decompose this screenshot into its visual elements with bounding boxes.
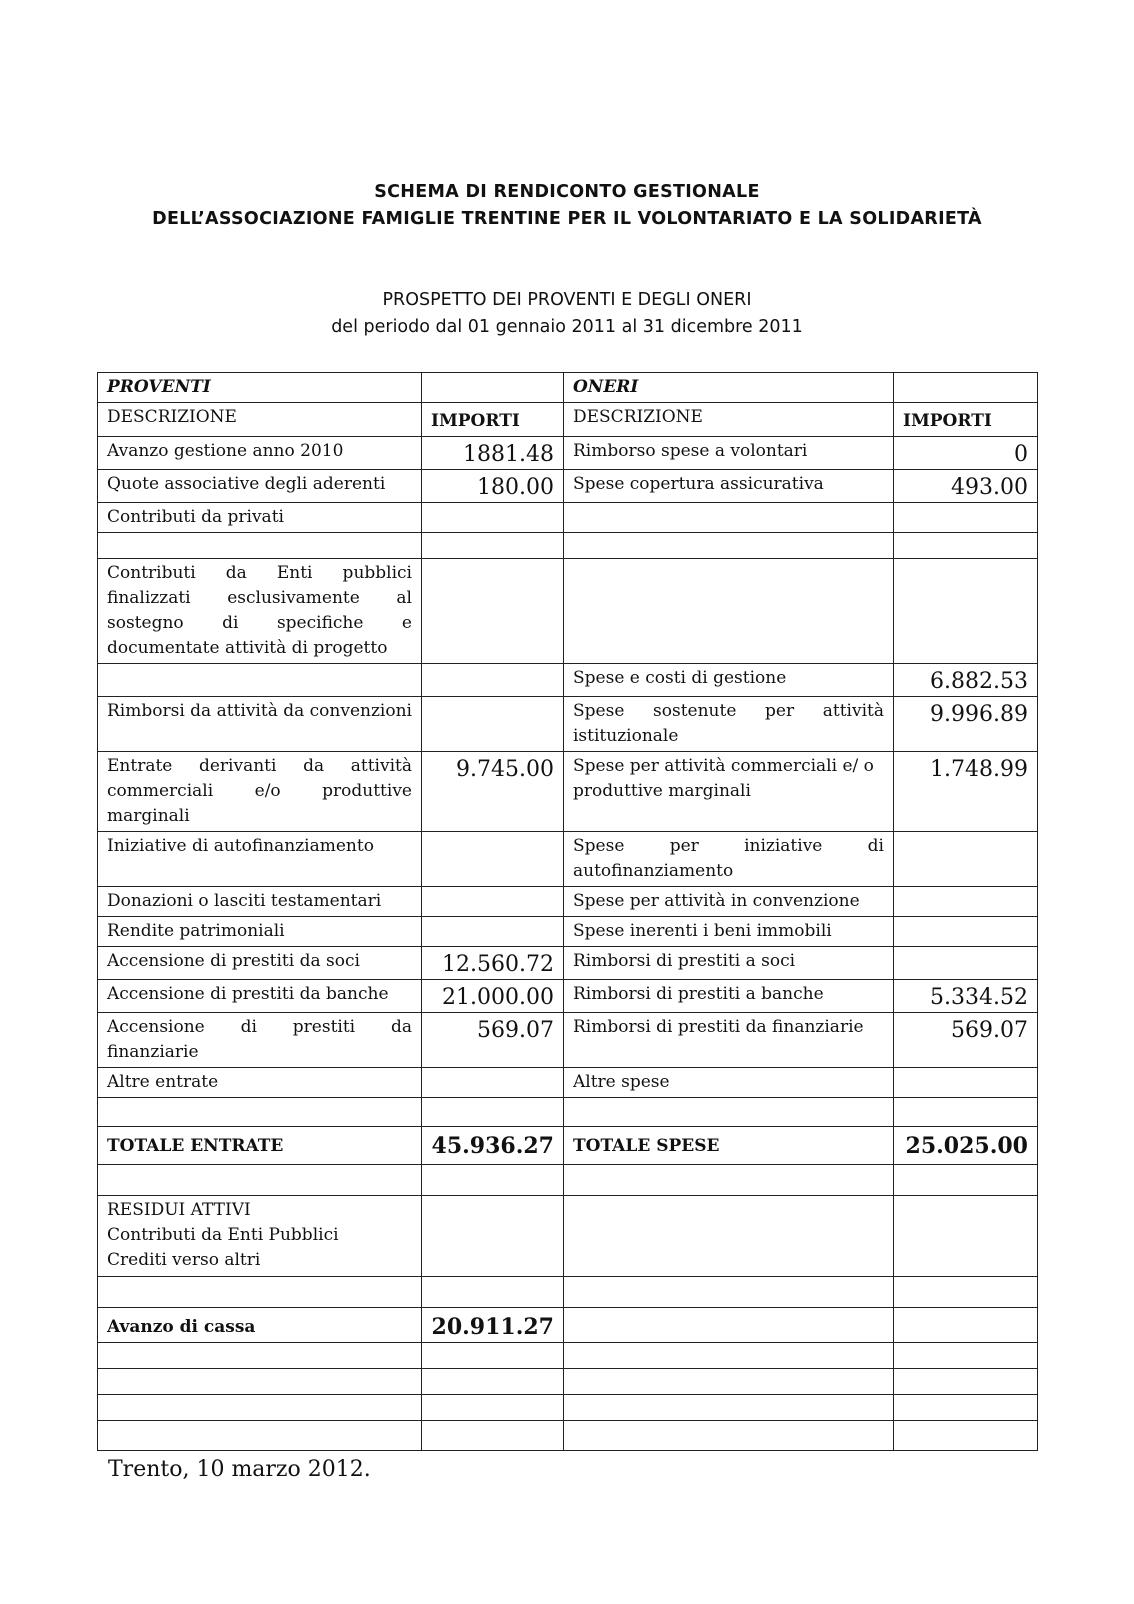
proventi-amount — [422, 832, 564, 887]
oneri-description: Spese per attività in convenzione — [564, 887, 894, 917]
proventi-amount: 569.07 — [422, 1013, 564, 1068]
oneri-description — [564, 559, 894, 664]
empty-cell — [564, 1196, 894, 1277]
proventi-description: Contributi da Enti pubblici finalizzati esclusivamente al sostegno di specifiche e documentate attività di progetto — [98, 559, 422, 664]
empty-cell — [564, 1343, 894, 1369]
oneri-amount — [894, 559, 1038, 664]
oneri-amount: 9.996.89 — [894, 697, 1038, 752]
oneri-amount: 569.07 — [894, 1013, 1038, 1068]
oneri-amount: 0 — [894, 437, 1038, 470]
document-period: del periodo dal 01 gennaio 2011 al 31 dicembre 2011 — [331, 317, 803, 337]
oneri-description: Rimborsi di prestiti a banche — [564, 980, 894, 1013]
empty-cell — [564, 1421, 894, 1451]
descrizione-header-right: DESCRIZIONE — [564, 403, 894, 437]
empty-row — [98, 1421, 1038, 1451]
empty-cell — [422, 1277, 564, 1308]
proventi-amount — [422, 533, 564, 559]
oneri-amount: 5.334.52 — [894, 980, 1038, 1013]
document-subtitle-line1: PROSPETTO DEI PROVENTI E DEGLI ONERI — [382, 290, 752, 310]
table-row — [98, 980, 1038, 1013]
oneri-description: Spese inerenti i beni immobili — [564, 917, 894, 947]
rendiconto-table — [97, 372, 1038, 1451]
empty-cell — [422, 1369, 564, 1395]
empty-cell — [98, 1098, 422, 1127]
proventi-amount: 12.560.72 — [422, 947, 564, 980]
empty-row — [98, 1277, 1038, 1308]
proventi-amount: 1881.48 — [422, 437, 564, 470]
empty-row — [98, 1165, 1038, 1196]
proventi-description: Rendite patrimoniali — [98, 917, 422, 947]
empty-cell — [894, 1343, 1038, 1369]
oneri-amount: 493.00 — [894, 470, 1038, 503]
totale-spese-label: TOTALE SPESE — [564, 1127, 894, 1165]
avanzo-di-cassa-value: 20.911.27 — [422, 1308, 564, 1343]
table-header-row — [98, 373, 1038, 403]
oneri-description: Rimborsi di prestiti a soci — [564, 947, 894, 980]
empty-cell — [894, 1098, 1038, 1127]
empty-cell — [98, 1165, 422, 1196]
empty-cell — [564, 1369, 894, 1395]
empty-cell — [98, 1369, 422, 1395]
oneri-amount — [894, 832, 1038, 887]
oneri-amount — [894, 887, 1038, 917]
empty-cell — [422, 1165, 564, 1196]
proventi-amount — [422, 917, 564, 947]
oneri-description — [564, 503, 894, 533]
oneri-header: ONERI — [564, 373, 894, 403]
table-row — [98, 947, 1038, 980]
empty-cell — [894, 1421, 1038, 1451]
column-header-row — [98, 403, 1038, 437]
residui-row — [98, 1196, 1038, 1277]
proventi-header: PROVENTI — [98, 373, 422, 403]
oneri-description: Spese per iniziative di autofinanziamento — [564, 832, 894, 887]
empty-row — [98, 1098, 1038, 1127]
totale-entrate-label: TOTALE ENTRATE — [98, 1127, 422, 1165]
proventi-description — [98, 533, 422, 559]
proventi-amount — [422, 1068, 564, 1098]
residui-attivi-cell — [98, 1196, 422, 1277]
oneri-description: Altre spese — [564, 1068, 894, 1098]
importi-header-right: IMPORTI — [894, 403, 1038, 437]
empty-cell — [564, 1165, 894, 1196]
descrizione-header-left: DESCRIZIONE — [98, 403, 422, 437]
table-row — [98, 887, 1038, 917]
oneri-amount — [894, 533, 1038, 559]
table-row — [98, 503, 1038, 533]
empty-cell — [98, 1343, 422, 1369]
oneri-amount — [894, 503, 1038, 533]
table-row — [98, 437, 1038, 470]
proventi-description — [98, 664, 422, 697]
proventi-amount — [422, 887, 564, 917]
table-row — [98, 917, 1038, 947]
proventi-description: Quote associative degli aderenti — [98, 470, 422, 503]
oneri-description: Rimborsi di prestiti da finanziarie — [564, 1013, 894, 1068]
oneri-amount: 1.748.99 — [894, 752, 1038, 832]
empty-cell — [422, 1421, 564, 1451]
oneri-description: Spese per attività commerciali e/ o produttive marginali — [564, 752, 894, 832]
table-row — [98, 1013, 1038, 1068]
empty-cell — [98, 1277, 422, 1308]
proventi-description: Accensione di prestiti da finanziarie — [98, 1013, 422, 1068]
empty-cell — [422, 1196, 564, 1277]
empty-cell — [894, 1196, 1038, 1277]
proventi-amount — [422, 664, 564, 697]
table-row — [98, 697, 1038, 752]
proventi-description: Donazioni o lasciti testamentari — [98, 887, 422, 917]
proventi-description: Accensione di prestiti da banche — [98, 980, 422, 1013]
totals-row — [98, 1127, 1038, 1165]
table-row — [98, 1068, 1038, 1098]
empty-cell — [98, 1395, 422, 1421]
oneri-amount: 6.882.53 — [894, 664, 1038, 697]
empty-cell — [422, 1098, 564, 1127]
empty-cell — [894, 1277, 1038, 1308]
empty-cell — [894, 1369, 1038, 1395]
importi-header-left: IMPORTI — [422, 403, 564, 437]
place-and-date: Trento, 10 marzo 2012. — [108, 1457, 371, 1482]
oneri-description: Spese copertura assicurativa — [564, 470, 894, 503]
empty-cell — [894, 1165, 1038, 1196]
oneri-amount — [894, 947, 1038, 980]
oneri-amount — [894, 917, 1038, 947]
empty-cell — [422, 1343, 564, 1369]
empty-row — [98, 1395, 1038, 1421]
table-row — [98, 832, 1038, 887]
proventi-description: Avanzo gestione anno 2010 — [98, 437, 422, 470]
table-row — [98, 559, 1038, 664]
avanzo-di-cassa-label: Avanzo di cassa — [98, 1308, 422, 1343]
avanzo-row — [98, 1308, 1038, 1343]
empty-row — [98, 1369, 1038, 1395]
proventi-amount: 21.000.00 — [422, 980, 564, 1013]
proventi-description: Contributi da privati — [98, 503, 422, 533]
table-row — [98, 752, 1038, 832]
proventi-amount — [422, 559, 564, 664]
empty-row — [98, 1343, 1038, 1369]
proventi-description: Altre entrate — [98, 1068, 422, 1098]
proventi-description: Entrate derivanti da attività commerciali e/o produttive marginali — [98, 752, 422, 832]
crediti-verso-altri-label: Crediti verso altri — [107, 1250, 261, 1270]
document-title-line2: DELL’ASSOCIAZIONE FAMIGLIE TRENTINE PER IL VOLONTARIATO E LA SOLIDARIETÀ — [152, 209, 982, 229]
proventi-description: Accensione di prestiti da soci — [98, 947, 422, 980]
oneri-description: Spese sostenute per attività istituzionale — [564, 697, 894, 752]
residui-attivi-label: RESIDUI ATTIVI — [107, 1200, 251, 1220]
oneri-description: Spese e costi di gestione — [564, 664, 894, 697]
document-title-line1: SCHEMA DI RENDICONTO GESTIONALE — [374, 182, 760, 202]
totale-spese-value: 25.025.00 — [894, 1127, 1038, 1165]
proventi-amount — [422, 697, 564, 752]
empty-cell — [564, 1098, 894, 1127]
table-row — [98, 533, 1038, 559]
oneri-description — [564, 533, 894, 559]
empty-cell — [564, 1277, 894, 1308]
contributi-enti-pubblici-label: Contributi da Enti Pubblici — [107, 1225, 339, 1245]
empty-cell — [894, 1395, 1038, 1421]
empty-cell — [422, 1395, 564, 1421]
empty-cell — [564, 1308, 894, 1343]
empty-cell — [422, 373, 564, 403]
empty-cell — [564, 1395, 894, 1421]
table-row — [98, 664, 1038, 697]
totale-entrate-value: 45.936.27 — [422, 1127, 564, 1165]
empty-cell — [894, 1308, 1038, 1343]
proventi-amount: 9.745.00 — [422, 752, 564, 832]
oneri-amount — [894, 1068, 1038, 1098]
proventi-description: Iniziative di autofinanziamento — [98, 832, 422, 887]
table-row — [98, 470, 1038, 503]
empty-cell — [98, 1421, 422, 1451]
empty-cell — [894, 373, 1038, 403]
proventi-description: Rimborsi da attività da convenzioni — [98, 697, 422, 752]
proventi-amount — [422, 503, 564, 533]
proventi-amount: 180.00 — [422, 470, 564, 503]
oneri-description: Rimborso spese a volontari — [564, 437, 894, 470]
